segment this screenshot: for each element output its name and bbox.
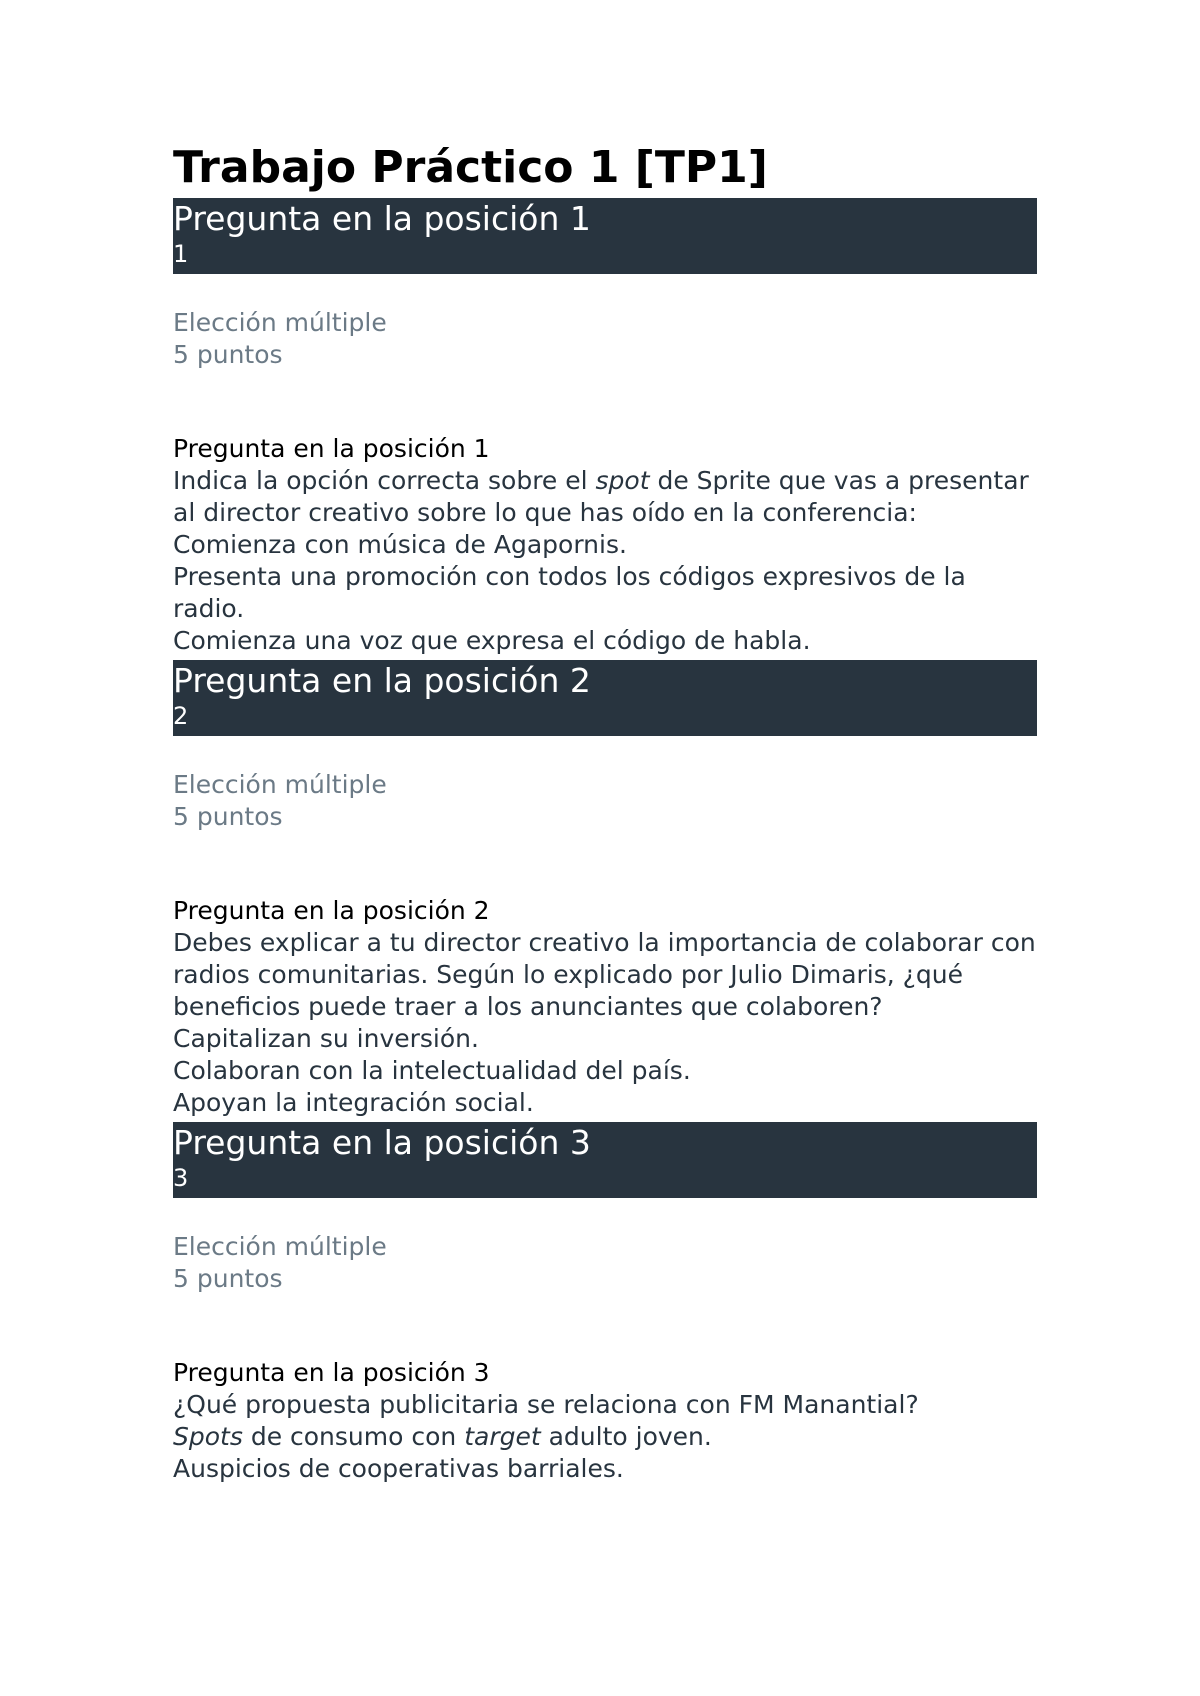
question-type: Elección múltiple bbox=[173, 1232, 387, 1261]
question-label: Pregunta en la posición 2 bbox=[173, 896, 490, 925]
question-2 bbox=[173, 660, 1037, 1119]
question-header bbox=[173, 660, 1037, 736]
question-label: Pregunta en la posición 1 bbox=[173, 434, 490, 463]
question-meta bbox=[173, 769, 1037, 833]
prompt-italic-text: spot bbox=[595, 466, 650, 495]
prompt-text: Indica la opción correcta sobre el bbox=[173, 466, 596, 495]
question-1 bbox=[173, 198, 1037, 657]
question-body bbox=[173, 433, 1037, 657]
answer-option[interactable]: Presenta una promoción con todos los códigos expresivos de la radio. bbox=[173, 562, 966, 623]
question-prompt: Debes explicar a tu director creativo la importancia de colaborar con radios comunitarias. Según lo explicado por Julio Dimaris, ¿qué beneficios puede traer a los anunciantes que colaboren? bbox=[173, 928, 1036, 1021]
question-points: 5 puntos bbox=[173, 340, 283, 369]
question-header-title: Pregunta en la posición 1 bbox=[173, 199, 591, 238]
question-header bbox=[173, 1122, 1037, 1198]
option-text: de consumo con bbox=[242, 1422, 465, 1451]
document-title: Trabajo Práctico 1 [TP1] bbox=[173, 142, 768, 193]
document-page bbox=[173, 140, 1037, 1485]
answer-option[interactable]: Capitalizan su inversión. bbox=[173, 1024, 479, 1053]
option-italic-text: Spots bbox=[173, 1422, 243, 1451]
answer-option[interactable] bbox=[173, 1421, 1037, 1453]
option-text: adulto joven. bbox=[540, 1422, 712, 1451]
answer-option[interactable]: Auspicios de cooperativas barriales. bbox=[173, 1454, 624, 1483]
question-meta bbox=[173, 307, 1037, 371]
question-label: Pregunta en la posición 3 bbox=[173, 1358, 490, 1387]
question-header-title: Pregunta en la posición 2 bbox=[173, 661, 591, 700]
question-header-number: 1 bbox=[173, 240, 189, 268]
question-header bbox=[173, 198, 1037, 274]
question-header-title: Pregunta en la posición 3 bbox=[173, 1123, 591, 1162]
question-3 bbox=[173, 1122, 1037, 1485]
question-body bbox=[173, 895, 1037, 1119]
question-meta bbox=[173, 1231, 1037, 1295]
answer-option[interactable]: Colaboran con la intelectualidad del país. bbox=[173, 1056, 691, 1085]
question-type: Elección múltiple bbox=[173, 770, 387, 799]
prompt-text: de Sprite que vas a presentar al director creativo sobre lo que has oído en la conferencia: bbox=[173, 466, 1029, 527]
answer-option[interactable]: Comienza una voz que expresa el código de habla. bbox=[173, 626, 811, 655]
question-type: Elección múltiple bbox=[173, 308, 387, 337]
question-points: 5 puntos bbox=[173, 1264, 283, 1293]
question-header-number: 3 bbox=[173, 1164, 189, 1192]
question-prompt bbox=[173, 465, 1037, 529]
question-body bbox=[173, 1357, 1037, 1485]
answer-option[interactable]: Apoyan la integración social. bbox=[173, 1088, 534, 1117]
question-prompt: ¿Qué propuesta publicitaria se relaciona con FM Manantial? bbox=[173, 1390, 919, 1419]
question-points: 5 puntos bbox=[173, 802, 283, 831]
option-italic-text: target bbox=[464, 1422, 541, 1451]
question-header-number: 2 bbox=[173, 702, 189, 730]
answer-option[interactable]: Comienza con música de Agapornis. bbox=[173, 530, 627, 559]
